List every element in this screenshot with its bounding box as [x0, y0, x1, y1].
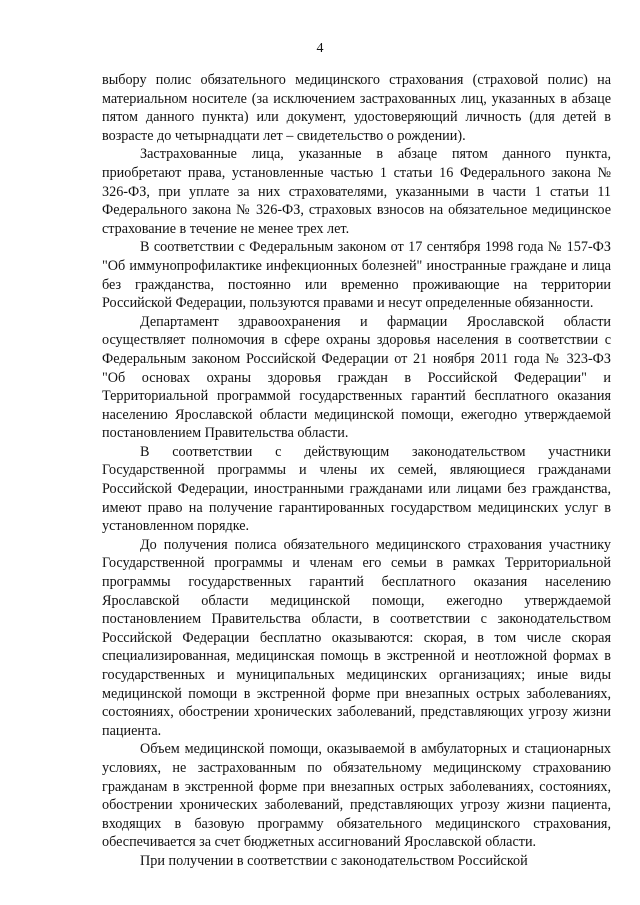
paragraph: Объем медицинской помощи, оказываемой в амбулаторных и стационарных условиях, не застрахованным по обязательному медицинскому страхованию гражданам в экстренной форме при внезапных острых заболеваниях, состояниях, обострении хронических заболеваний, представляющих угрозу жизни пациента, входящих в базовую программу обязательного медицинского страхования, обеспечивается за счет бюджетных ассигнований Ярославской области.: [102, 741, 611, 851]
paragraph: При получении в соответствии с законодательством Российской: [140, 852, 528, 869]
paragraph: До получения полиса обязательного медицинского страхования участнику Государственной программы и членам его семьи в рамках Территориальной программы государственных гарантий бесплатного оказания населению Ярославской области медицинской помощи, ежегодно утверждаемой постановлением Правительства области, в соответствии с законодательством Российской Федерации бесплатно оказываются: скорая, в том числе скорая специализированная, медицинская помощь в экстренной и неотложной формах в государственных и муниципальных медицинских организациях; иные виды медицинской помощи в экстренной форме при внезапных острых заболеваниях, состояниях, обострении хронических заболеваний, представляющих угрозу жизни пациента.: [102, 536, 611, 739]
document-body: [102, 71, 611, 871]
paragraph: Департамент здравоохранения и фармации Ярославской области осуществляет полномочия в сфере охраны здоровья населения в соответствии с Федеральным законом Российской Федерации от 21 ноября 2011 года № 323-ФЗ "Об основах охраны здоровья граждан в Российской Федерации" и Территориальной программой государственных гарантий бесплатного оказания населению Ярославской области медицинской помощи, ежегодно утверждаемой постановлением Правительства области.: [102, 313, 611, 442]
paragraph: выбору полис обязательного медицинского страхования (страховой полис) на материальном носителе (за исключением застрахованных лиц, указанных в абзаце пятом данного пункта) или документ, удостоверяющий личность (для детей в возрасте до четырнадцати лет – свидетельство о рождении).: [102, 72, 611, 144]
paragraph: В соответствии с Федеральным законом от 17 сентября 1998 года № 157-ФЗ "Об иммунопрофилактике инфекционных болезней" иностранные граждане и лица без гражданства, постоянно или временно проживающие на территории Российской Федерации, пользуются правами и несут определенные обязанности.: [102, 239, 611, 312]
paragraph: Застрахованные лица, указанные в абзаце пятом данного пункта, приобретают права, установленные частью 1 статьи 16 Федерального закона № 326-ФЗ, при уплате за них страхователями, указанными в части 1 статьи 11 Федерального закона № 326-ФЗ, страховых взносов на обязательное медицинское страхование в течение не менее трех лет.: [102, 146, 611, 237]
page-number: 4: [316, 41, 324, 56]
paragraph: В соответствии с действующим законодательством участники Государственной программы и члены их семей, являющиеся гражданами Российской Федерации, иностранными гражданами или лицами без гражданства, имеют право на получение гарантированных государством медицинских услуг в установленном порядке.: [102, 443, 611, 535]
